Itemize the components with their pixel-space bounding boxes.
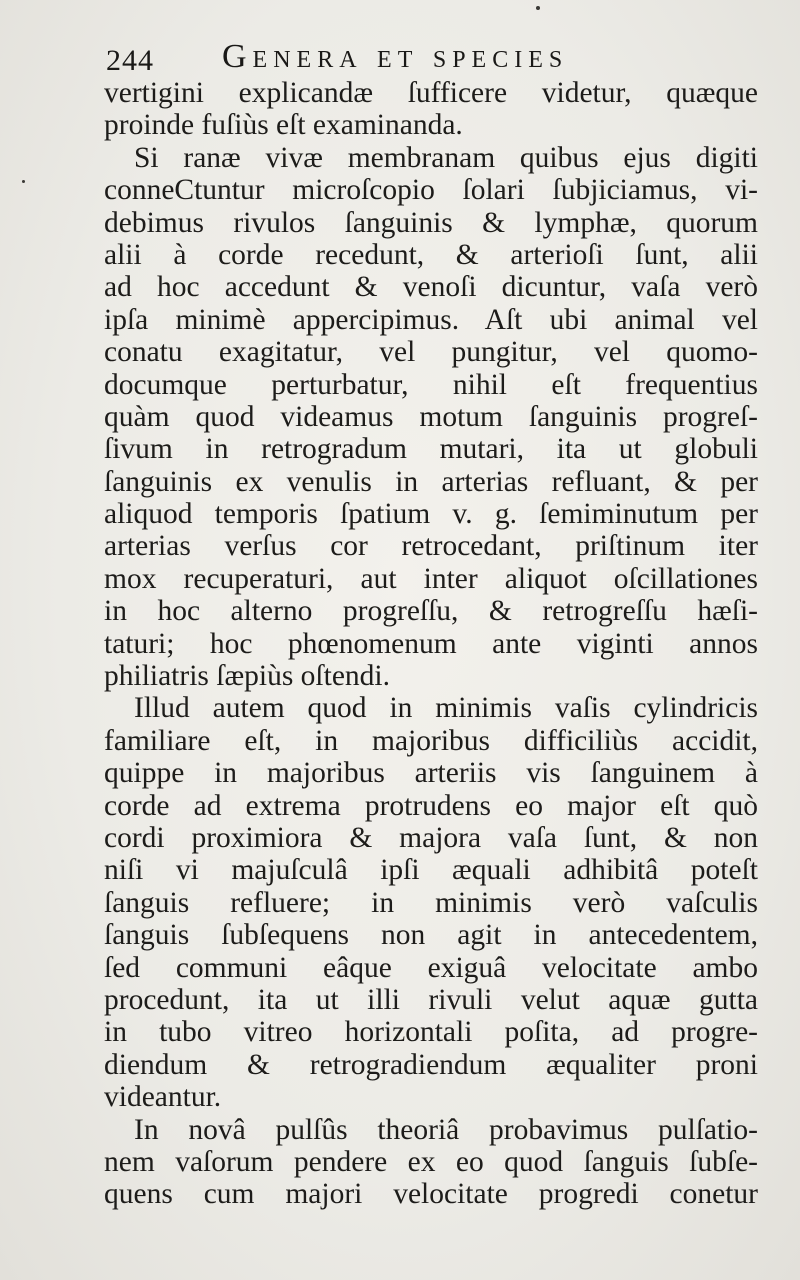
text-line: diendum & retrogradiendum æqualiter proni bbox=[104, 1048, 758, 1081]
text-line: mox recuperaturi, aut inter aliquot oſcillationes bbox=[104, 562, 758, 595]
text-line: ſanguinis ex venulis in arterias refluant, & per bbox=[104, 465, 758, 498]
body-text bbox=[104, 77, 758, 1211]
page-number: 244 bbox=[106, 44, 154, 77]
text-line: debimus rivulos ſanguinis & lymphæ, quorum bbox=[104, 206, 758, 239]
text-line: in hoc alterno progreſſu, & retrogreſſu hæſi- bbox=[104, 595, 758, 628]
text-line: proinde fuſiùs eſt examinanda. bbox=[104, 109, 463, 142]
text-line: ad hoc accedunt & venoſi dicuntur, vaſa verò bbox=[104, 271, 758, 304]
text-line: ſanguis refluere; in minimis verò vaſculis bbox=[104, 886, 758, 919]
text-line: procedunt, ita ut illi rivuli velut aquæ gutta bbox=[104, 983, 758, 1016]
text-line: ſanguis ſubſequens non agit in antecedentem, bbox=[104, 919, 758, 952]
text-line: ſivum in retrogradum mutari, ita ut globuli bbox=[104, 433, 758, 466]
text-line: nem vaſorum pendere ex eo quod ſanguis ſubſe- bbox=[104, 1145, 758, 1178]
text-line: aliquod temporis ſpatium v. g. ſemiminutum per bbox=[104, 498, 758, 531]
ink-spot bbox=[22, 180, 25, 183]
text-line: alii à corde recedunt, & arterioſi ſunt, alii bbox=[104, 238, 758, 271]
text-line: conneCtuntur microſcopio ſolari ſubjiciamus, vi- bbox=[104, 174, 758, 207]
text-line: documque perturbatur, nihil eſt frequentius bbox=[104, 368, 758, 401]
text-line: quàm quod videamus motum ſanguinis progreſ- bbox=[104, 400, 758, 433]
text-line: videantur. bbox=[104, 1081, 222, 1114]
text-line: taturi; hoc phœnomenum ante viginti annos bbox=[104, 627, 758, 660]
text-line: niſi vi majuſculâ ipſi æquali adhibitâ poteſt bbox=[104, 854, 758, 887]
text-line: conatu exagitatur, vel pungitur, vel quomo- bbox=[104, 336, 758, 369]
text-line: ſed communi eâque exiguâ velocitate ambo bbox=[104, 951, 758, 984]
text-line: vertigini explicandæ ſufficere videtur, quæque bbox=[104, 77, 758, 109]
text-line: quens cum majori velocitate progredi conetur bbox=[104, 1178, 758, 1211]
running-head: Genera et species bbox=[222, 38, 569, 75]
text-line: Si ranæ vivæ membranam quibus ejus digiti bbox=[134, 141, 758, 174]
text-line: in tubo vitreo horizontali poſita, ad progre- bbox=[104, 1016, 758, 1049]
text-line: philiatris ſæpiùs oſtendi. bbox=[104, 660, 390, 693]
text-line: corde ad extrema protrudens eo major eſt quò bbox=[104, 789, 758, 822]
text-line: familiare eſt, in majoribus difficiliùs accidit, bbox=[104, 724, 758, 757]
text-line: quippe in majoribus arteriis vis ſanguinem à bbox=[104, 757, 758, 790]
ink-spot bbox=[536, 6, 540, 10]
text-line: cordi proximiora & majora vaſa ſunt, & non bbox=[104, 821, 758, 854]
text-line: ipſa minimè appercipimus. Aſt ubi animal vel bbox=[104, 303, 758, 336]
text-line: In novâ pulſûs theoriâ probavimus pulſatio- bbox=[134, 1113, 758, 1146]
text-line: Illud autem quod in minimis vaſis cylindricis bbox=[134, 692, 758, 725]
text-line: arterias verſus cor retrocedant, priſtinum iter bbox=[104, 530, 758, 563]
